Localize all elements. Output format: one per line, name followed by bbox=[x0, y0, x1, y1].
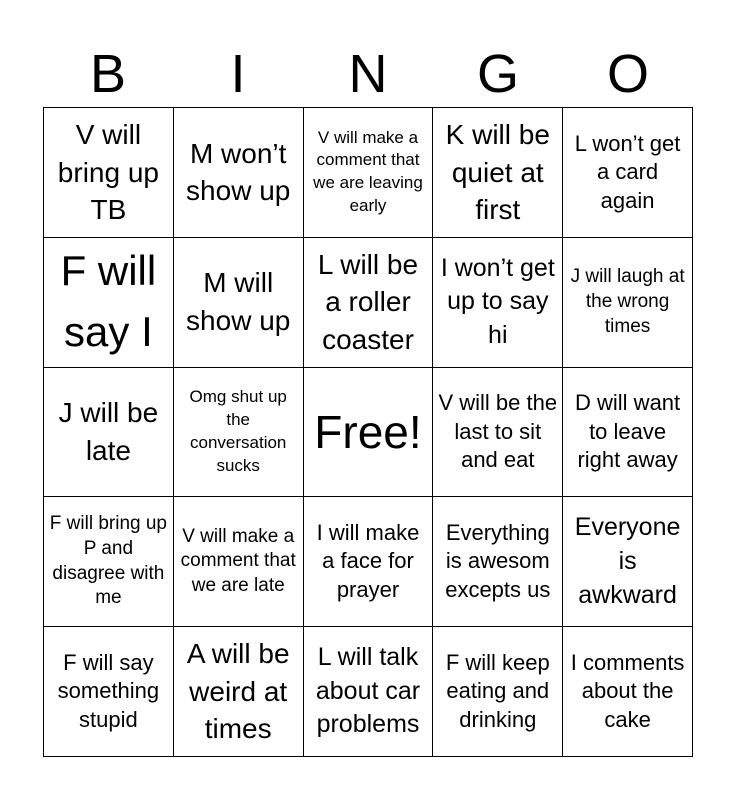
bingo-header bbox=[43, 40, 693, 108]
bingo-cell[interactable] bbox=[563, 627, 693, 757]
header-letter-o: O bbox=[606, 44, 649, 104]
bingo-cell[interactable] bbox=[44, 108, 174, 238]
bingo-cell[interactable] bbox=[433, 238, 563, 368]
cell-text: F will keep eating and drinking bbox=[445, 649, 550, 732]
bingo-cell[interactable] bbox=[44, 368, 174, 498]
bingo-cell[interactable] bbox=[433, 108, 563, 238]
cell-text: L will be a roller coaster bbox=[317, 248, 419, 356]
cell-text: Omg shut up the conversation sucks bbox=[189, 387, 287, 475]
cell-text: L will talk about car problems bbox=[315, 642, 421, 739]
bingo-cell[interactable] bbox=[304, 238, 434, 368]
bingo-cell[interactable] bbox=[563, 368, 693, 498]
cell-text: I won’t get up to say hi bbox=[440, 253, 555, 350]
bingo-cell[interactable] bbox=[563, 238, 693, 368]
cell-text: Everything is awesom excepts us bbox=[445, 519, 551, 603]
cell-text: I will make a face for prayer bbox=[316, 519, 420, 603]
header-letter-b: B bbox=[89, 44, 127, 104]
cell-text: V will make a comment that we are leaving early bbox=[313, 127, 423, 216]
bingo-cell[interactable] bbox=[44, 238, 174, 368]
bingo-cell[interactable] bbox=[174, 108, 304, 238]
cell-text: Free! bbox=[314, 405, 422, 458]
bingo-grid bbox=[43, 107, 693, 757]
cell-text: I comments about the cake bbox=[570, 649, 685, 732]
cell-text: A will be weird at times bbox=[186, 637, 290, 745]
bingo-cell[interactable] bbox=[174, 497, 304, 627]
header-letter-i: I bbox=[230, 44, 246, 104]
cell-text: M will show up bbox=[186, 267, 291, 337]
cell-text: Everyone is awkward bbox=[574, 513, 681, 609]
cell-text: M won’t show up bbox=[186, 137, 291, 207]
cell-text: F will bring up P and disagree with me bbox=[49, 513, 167, 609]
header-letter-g: G bbox=[476, 44, 519, 104]
bingo-cell[interactable] bbox=[44, 497, 174, 627]
free-space-cell[interactable] bbox=[304, 368, 434, 498]
bingo-cell[interactable] bbox=[44, 627, 174, 757]
bingo-cell[interactable] bbox=[563, 497, 693, 627]
bingo-cell[interactable] bbox=[174, 368, 304, 498]
bingo-cell[interactable] bbox=[304, 108, 434, 238]
cell-text: F will say something stupid bbox=[57, 649, 160, 732]
bingo-cell[interactable] bbox=[304, 627, 434, 757]
bingo-cell[interactable] bbox=[174, 627, 304, 757]
cell-text: D will want to leave right away bbox=[575, 390, 681, 473]
cell-text: V will be the last to sit and eat bbox=[438, 390, 558, 473]
bingo-cell[interactable] bbox=[433, 627, 563, 757]
bingo-cell[interactable] bbox=[433, 497, 563, 627]
cell-text: V will bring up TB bbox=[57, 118, 159, 226]
cell-text: J will laugh at the wrong times bbox=[570, 266, 685, 337]
cell-text: L won’t get a card again bbox=[574, 130, 681, 213]
header-letter-n: N bbox=[348, 44, 388, 104]
cell-text: K will be quiet at first bbox=[445, 118, 550, 226]
cell-text: V will make a comment that we are late bbox=[180, 525, 296, 597]
cell-text: J will be late bbox=[58, 397, 159, 466]
cell-text: F will say I bbox=[60, 247, 157, 356]
bingo-cell[interactable] bbox=[304, 497, 434, 627]
bingo-cell[interactable] bbox=[174, 238, 304, 368]
bingo-cell[interactable] bbox=[433, 368, 563, 498]
bingo-cell[interactable] bbox=[563, 108, 693, 238]
